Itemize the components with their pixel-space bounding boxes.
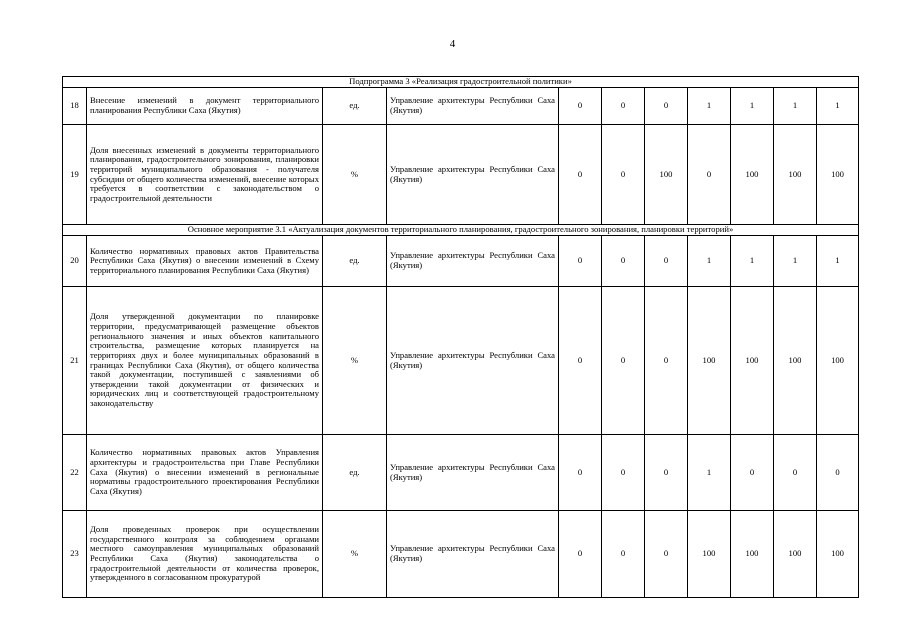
value-cell: 0 [645,435,688,511]
table-row [63,125,859,225]
row-number: 19 [63,125,87,225]
value-cell: 0 [602,125,645,225]
value-cell: 100 [731,125,774,225]
value-cell: 0 [602,435,645,511]
value-cell: 100 [731,287,774,435]
indicator-cell: Доля внесенных изменений в документы территориального планирования, градостроительного зонирования, планировки территорий муниципального образования - получателя субсидии от общего количества изменений, внесение которых требуется в соответствии с законодательством о градостроительной деятельности [87,125,323,225]
section-row-subprogram [63,77,859,88]
value-cell: 0 [559,287,602,435]
value-cell: 100 [731,511,774,598]
indicators-table [62,76,859,598]
value-cell: 0 [774,435,817,511]
unit-cell: ед. [323,88,387,125]
value-cell: 1 [774,88,817,125]
value-cell: 1 [731,236,774,287]
row-number: 22 [63,435,87,511]
executor-cell: Управление архитектуры Республики Саха (Якутия) [387,125,559,225]
value-cell: 1 [774,236,817,287]
indicator-cell: Доля утвержденной документации по планировке территории, предусматривающей размещение объектов регионального значения и иных объектов капитального строительства, размещение которых планируется на территориях двух и более муниципальных образований в границах Республики Саха (Якутия), от общего количества такой документации, поступившей с заявлениями об утверждении такой документации от физических и юридических лиц и соответствующей градостроительному законодательству [87,287,323,435]
indicator-cell: Доля проведенных проверок при осуществлении государственного контроля за соблюдением органами местного самоуправления муниципальных образований Республики Саха (Якутия) законодательства о градостроительной деятельности от количества проверок, утвержденного в согласованном прокуратурой [87,511,323,598]
value-cell: 1 [817,88,859,125]
value-cell: 100 [817,125,859,225]
row-number: 18 [63,88,87,125]
executor-cell: Управление архитектуры Республики Саха (Якутия) [387,236,559,287]
value-cell: 0 [602,236,645,287]
table-row [63,435,859,511]
table-row [63,511,859,598]
value-cell: 1 [688,435,731,511]
executor-cell: Управление архитектуры Республики Саха (Якутия) [387,511,559,598]
unit-cell: % [323,287,387,435]
value-cell: 100 [817,511,859,598]
main-event-title: Основное мероприятие 3.1 «Актуализация документов территориального планирования, градостроительного зонирования, планировки территорий» [63,225,859,236]
unit-cell: % [323,125,387,225]
unit-cell: % [323,511,387,598]
value-cell: 0 [688,125,731,225]
row-number: 23 [63,511,87,598]
value-cell: 100 [817,287,859,435]
row-number: 21 [63,287,87,435]
value-cell: 0 [817,435,859,511]
executor-cell: Управление архитектуры Республики Саха (Якутия) [387,435,559,511]
value-cell: 0 [559,125,602,225]
executor-cell: Управление архитектуры Республики Саха (Якутия) [387,88,559,125]
indicator-cell: Количество нормативных правовых актов Управления архитектуры и градостроительства при Главе Республики Саха (Якутия) о внесении изменений в региональные нормативы градостроительного проектирования Республики Саха (Якутия) [87,435,323,511]
value-cell: 100 [645,125,688,225]
unit-cell: ед. [323,236,387,287]
executor-cell: Управление архитектуры Республики Саха (Якутия) [387,287,559,435]
value-cell: 1 [688,88,731,125]
table-row [63,287,859,435]
value-cell: 0 [602,287,645,435]
value-cell: 0 [559,236,602,287]
value-cell: 0 [602,88,645,125]
section-row-main-event [63,225,859,236]
value-cell: 0 [559,511,602,598]
value-cell: 0 [645,236,688,287]
value-cell: 0 [645,287,688,435]
value-cell: 0 [645,88,688,125]
value-cell: 100 [774,287,817,435]
table-row [63,88,859,125]
row-number: 20 [63,236,87,287]
value-cell: 0 [559,435,602,511]
indicator-cell: Количество нормативных правовых актов Правительства Республики Саха (Якутия) о внесении изменений в Схему территориального планирования Республики Саха (Якутия) [87,236,323,287]
value-cell: 0 [559,88,602,125]
value-cell: 0 [602,511,645,598]
value-cell: 100 [688,287,731,435]
unit-cell: ед. [323,435,387,511]
value-cell: 100 [774,125,817,225]
value-cell: 1 [731,88,774,125]
value-cell: 100 [688,511,731,598]
subprogram-title: Подпрограмма 3 «Реализация градостроительной политики» [63,77,859,88]
value-cell: 1 [688,236,731,287]
indicator-cell: Внесение изменений в документ территориального планирования Республики Саха (Якутия) [87,88,323,125]
page-number: 4 [449,38,456,50]
value-cell: 100 [774,511,817,598]
value-cell: 0 [645,511,688,598]
table-row [63,236,859,287]
value-cell: 0 [731,435,774,511]
value-cell: 1 [817,236,859,287]
